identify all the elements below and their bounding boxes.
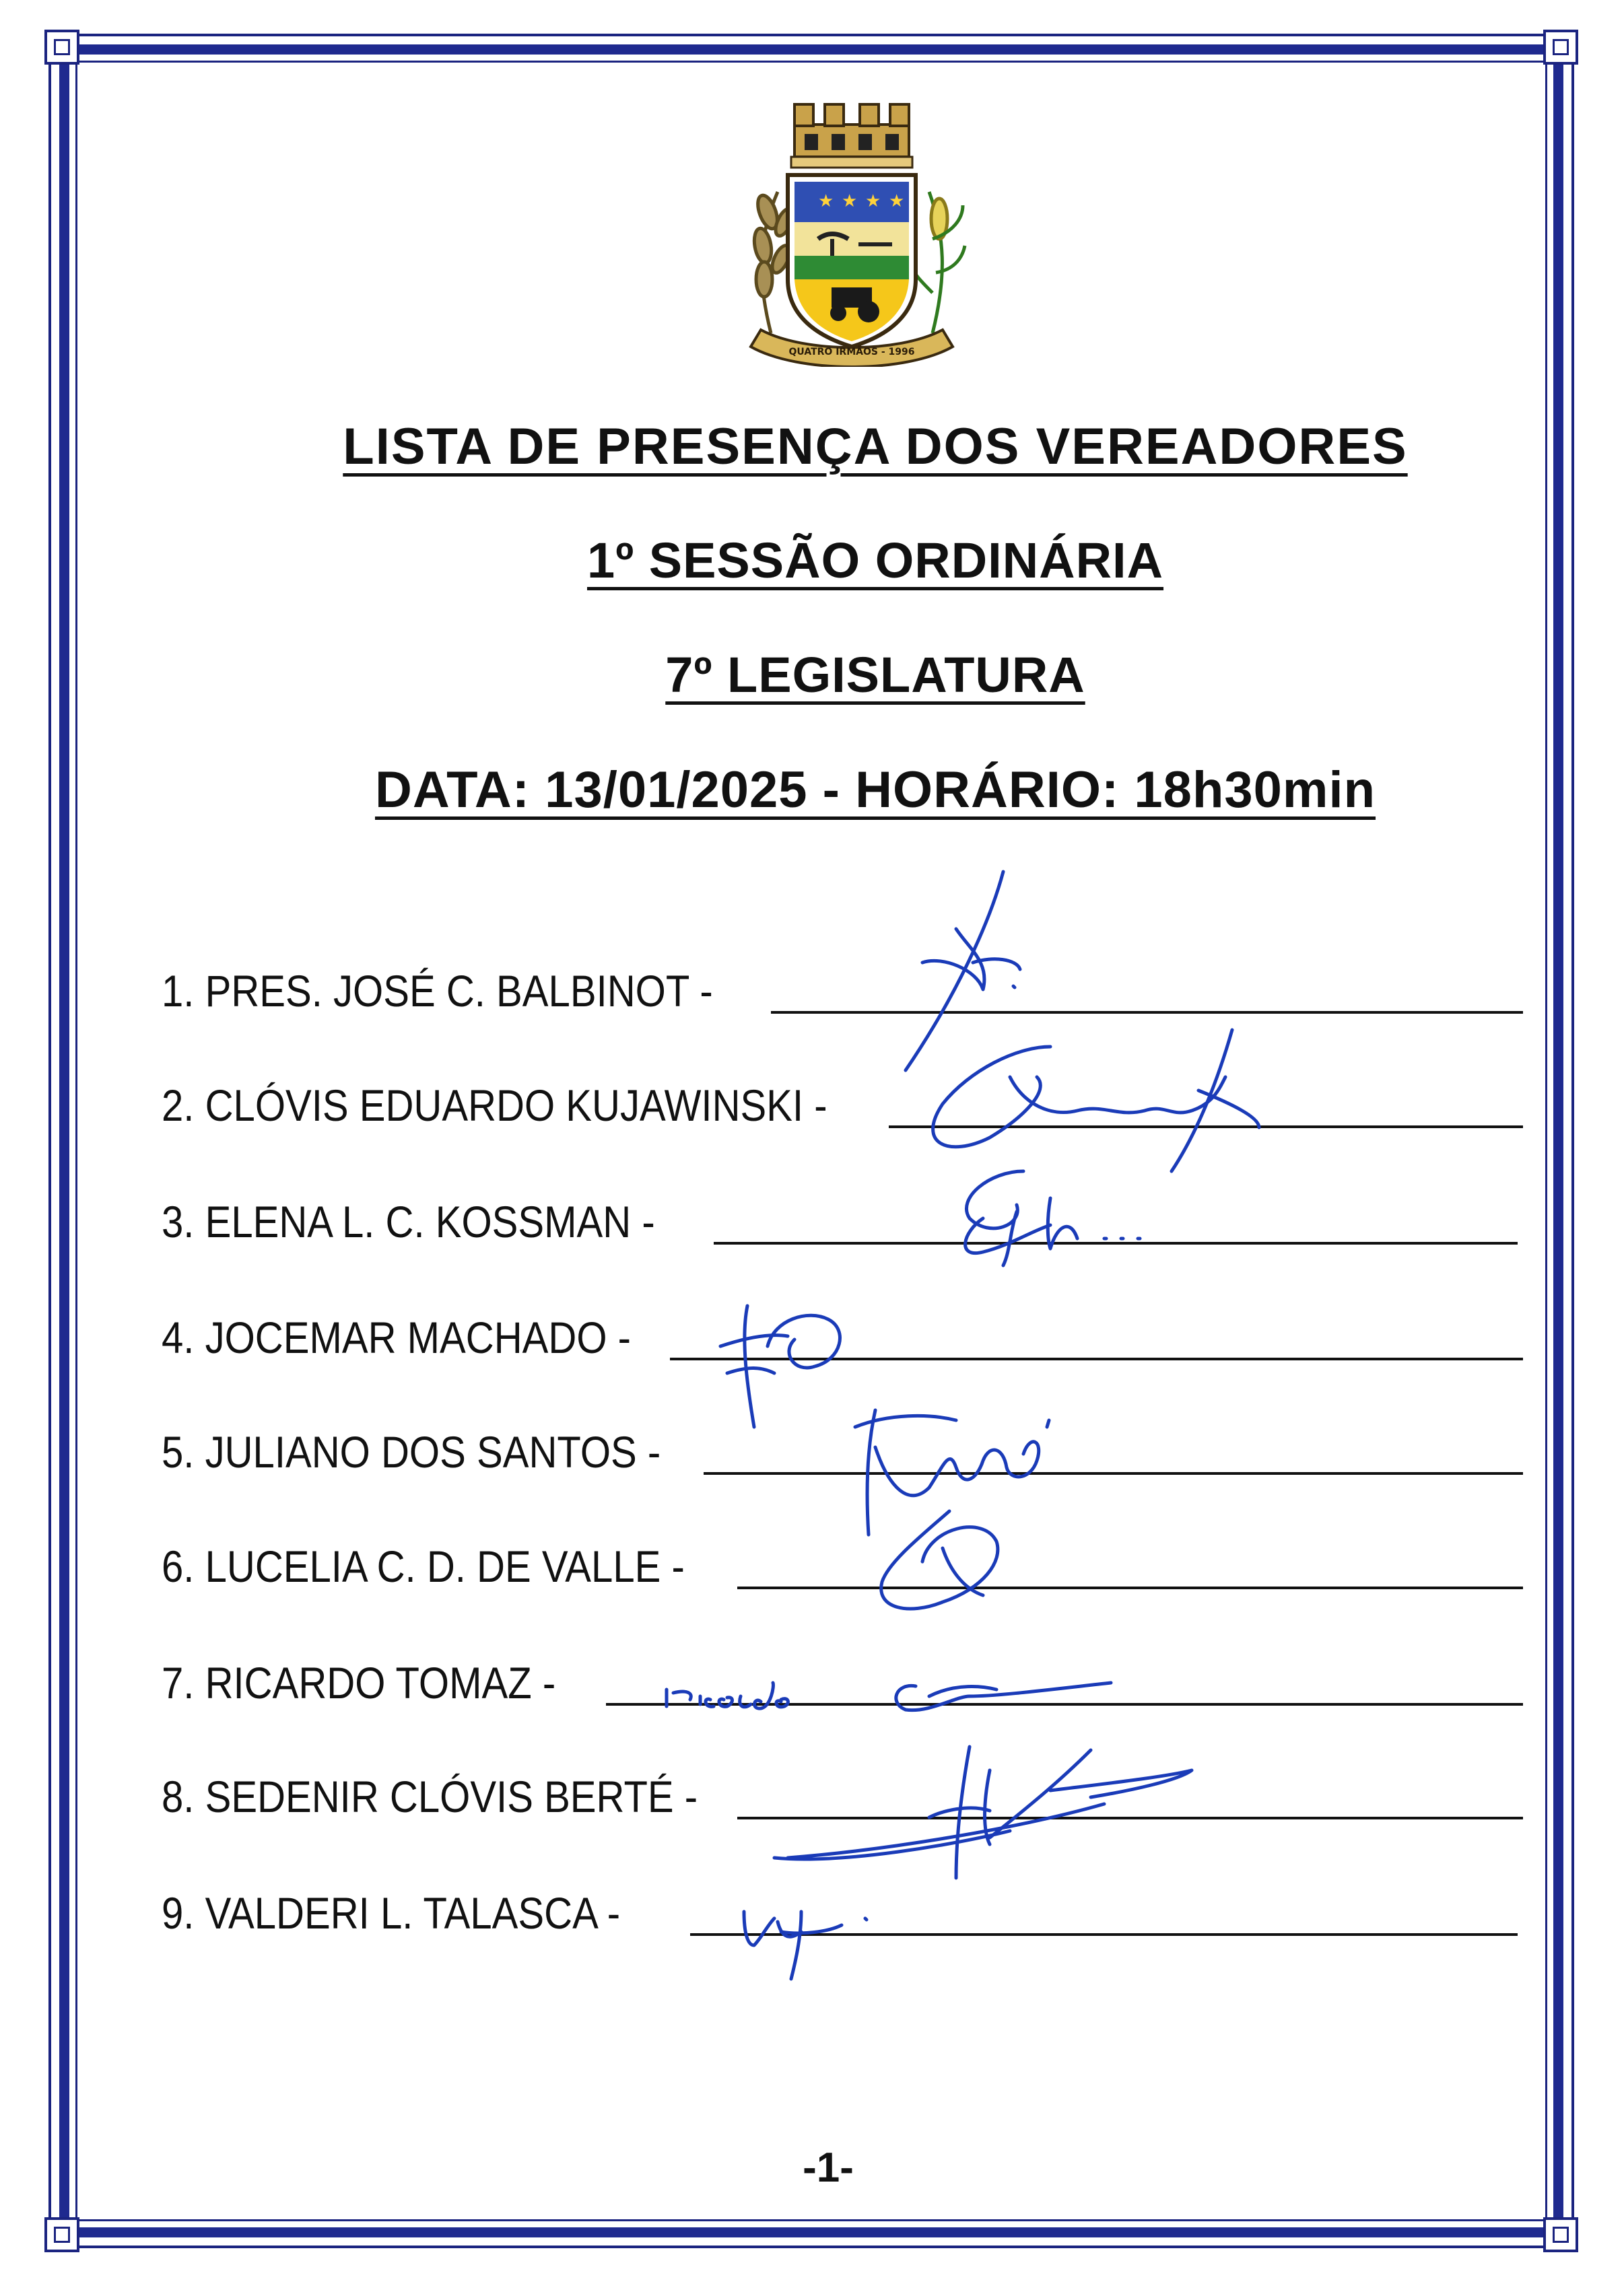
- signature-3: [966, 1171, 1140, 1265]
- attendee-name: 9. VALDERI L. TALASCA -: [162, 1888, 621, 1938]
- signature-4: [720, 1306, 840, 1427]
- attendee-name: 6. LUCELIA C. D. DE VALLE -: [162, 1541, 685, 1591]
- date-time-heading: DATA: 13/01/2025 - HORÁRIO: 18h30min: [374, 761, 1376, 819]
- svg-text:★: ★: [842, 191, 858, 211]
- svg-text:QUATRO IRMÃOS - 1996: QUATRO IRMÃOS - 1996: [788, 347, 915, 357]
- attendee-name: 8. SEDENIR CLÓVIS BERTÉ -: [162, 1772, 698, 1821]
- signature-7: [667, 1683, 1111, 1710]
- document-title: LISTA DE PRESENÇA DOS VEREADORES: [343, 418, 1408, 475]
- page-number: -1-: [803, 2145, 854, 2191]
- attendee-name: 3. ELENA L. C. KOSSMAN -: [162, 1197, 655, 1247]
- signature-8: [774, 1747, 1192, 1878]
- session-heading: 1º SESSÃO ORDINÁRIA: [586, 532, 1164, 588]
- signature-1: [906, 872, 1020, 1070]
- svg-text:★: ★: [865, 191, 881, 211]
- signature-2: [933, 1030, 1259, 1171]
- legislature-heading: 7º LEGISLATURA: [665, 647, 1085, 703]
- signature-9: [744, 1912, 867, 1979]
- svg-text:★: ★: [818, 191, 834, 211]
- signature-5: [855, 1410, 1049, 1535]
- attendee-name: 4. JOCEMAR MACHADO -: [162, 1313, 632, 1362]
- svg-text:★: ★: [889, 191, 905, 211]
- attendee-name: 5. JULIANO DOS SANTOS -: [162, 1427, 661, 1477]
- attendee-name: 1. PRES. JOSÉ C. BALBINOT -: [162, 966, 713, 1016]
- attendee-name: 2. CLÓVIS EDUARDO KUJAWINSKI -: [162, 1080, 827, 1130]
- signature-6: [881, 1511, 998, 1609]
- attendee-name: 7. RICARDO TOMAZ -: [162, 1658, 556, 1708]
